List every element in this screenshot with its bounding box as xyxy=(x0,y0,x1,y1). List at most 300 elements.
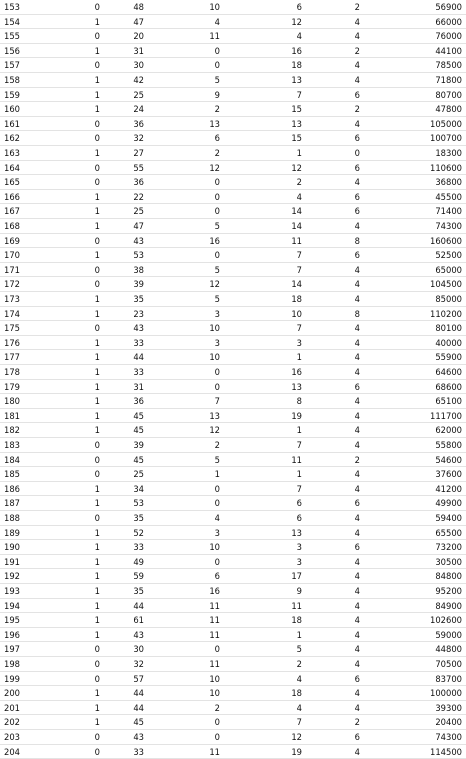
row-id-cell[interactable]: 183 xyxy=(4,440,20,450)
age-cell[interactable]: 53 xyxy=(133,498,144,509)
row-id-cell[interactable]: 186 xyxy=(4,483,20,494)
amount-cell[interactable]: 80100 xyxy=(435,323,462,334)
col-e-cell[interactable]: 3 xyxy=(296,556,302,567)
col-f-cell[interactable]: 4 xyxy=(354,410,360,421)
amount-cell[interactable]: 64600 xyxy=(435,367,462,377)
flag-cell[interactable]: 1 xyxy=(94,410,100,421)
row-id-cell[interactable]: 193 xyxy=(4,586,20,596)
col-e-cell[interactable]: 1 xyxy=(296,629,302,640)
col-e-cell[interactable]: 18 xyxy=(291,294,302,304)
age-cell[interactable]: 43 xyxy=(133,323,144,334)
flag-cell[interactable]: 1 xyxy=(94,586,100,596)
col-d-cell[interactable]: 13 xyxy=(209,118,220,129)
amount-cell[interactable]: 30500 xyxy=(435,556,462,567)
amount-cell[interactable]: 40000 xyxy=(435,337,462,348)
col-d-cell[interactable]: 10 xyxy=(209,688,220,699)
flag-cell[interactable]: 1 xyxy=(94,717,100,728)
amount-cell[interactable]: 55900 xyxy=(435,352,462,363)
col-f-cell[interactable]: 6 xyxy=(354,381,360,392)
age-cell[interactable]: 33 xyxy=(133,746,144,757)
age-cell[interactable]: 47 xyxy=(133,221,144,231)
col-e-cell[interactable]: 4 xyxy=(296,673,302,684)
col-d-cell[interactable]: 0 xyxy=(214,367,220,377)
row-id-cell[interactable]: 201 xyxy=(4,702,20,713)
col-f-cell[interactable]: 4 xyxy=(354,659,360,669)
col-f-cell[interactable]: 4 xyxy=(354,31,360,42)
col-e-cell[interactable]: 18 xyxy=(291,615,302,626)
flag-cell[interactable]: 1 xyxy=(94,352,100,363)
amount-cell[interactable]: 74300 xyxy=(435,732,462,742)
age-cell[interactable]: 49 xyxy=(133,556,144,567)
age-cell[interactable]: 43 xyxy=(133,235,144,246)
col-e-cell[interactable]: 3 xyxy=(296,542,302,553)
amount-cell[interactable]: 160600 xyxy=(430,235,462,246)
flag-cell[interactable]: 1 xyxy=(94,629,100,640)
row-id-cell[interactable]: 188 xyxy=(4,513,20,523)
col-d-cell[interactable]: 11 xyxy=(209,615,220,626)
col-d-cell[interactable]: 4 xyxy=(214,16,220,27)
flag-cell[interactable]: 1 xyxy=(94,615,100,626)
age-cell[interactable]: 31 xyxy=(133,381,144,392)
row-id-cell[interactable]: 180 xyxy=(4,396,20,407)
age-cell[interactable]: 39 xyxy=(133,440,144,450)
col-d-cell[interactable]: 1 xyxy=(214,469,220,480)
flag-cell[interactable]: 1 xyxy=(94,294,100,304)
col-f-cell[interactable]: 4 xyxy=(354,513,360,523)
amount-cell[interactable]: 114500 xyxy=(430,746,462,757)
amount-cell[interactable]: 95200 xyxy=(435,586,462,596)
amount-cell[interactable]: 105000 xyxy=(430,118,462,129)
age-cell[interactable]: 24 xyxy=(133,104,144,115)
amount-cell[interactable]: 104500 xyxy=(430,279,462,290)
age-cell[interactable]: 32 xyxy=(133,659,144,669)
col-f-cell[interactable]: 4 xyxy=(354,177,360,188)
col-f-cell[interactable]: 4 xyxy=(354,629,360,640)
col-d-cell[interactable]: 12 xyxy=(209,162,220,173)
flag-cell[interactable]: 1 xyxy=(94,89,100,100)
col-f-cell[interactable]: 4 xyxy=(354,746,360,757)
row-id-cell[interactable]: 165 xyxy=(4,177,20,188)
col-d-cell[interactable]: 3 xyxy=(214,337,220,348)
amount-cell[interactable]: 83700 xyxy=(435,673,462,684)
col-e-cell[interactable]: 1 xyxy=(296,469,302,480)
flag-cell[interactable]: 0 xyxy=(94,60,100,71)
flag-cell[interactable]: 0 xyxy=(94,235,100,246)
age-cell[interactable]: 20 xyxy=(133,31,144,42)
col-f-cell[interactable]: 6 xyxy=(354,250,360,261)
flag-cell[interactable]: 1 xyxy=(94,702,100,713)
age-cell[interactable]: 44 xyxy=(133,352,144,363)
flag-cell[interactable]: 1 xyxy=(94,542,100,553)
age-cell[interactable]: 45 xyxy=(133,454,144,465)
flag-cell[interactable]: 1 xyxy=(94,367,100,377)
flag-cell[interactable]: 0 xyxy=(94,513,100,523)
amount-cell[interactable]: 73200 xyxy=(435,542,462,553)
row-id-cell[interactable]: 168 xyxy=(4,221,20,231)
row-id-cell[interactable]: 154 xyxy=(4,16,20,27)
flag-cell[interactable]: 0 xyxy=(94,133,100,144)
amount-cell[interactable]: 65000 xyxy=(435,264,462,275)
amount-cell[interactable]: 102600 xyxy=(430,615,462,626)
col-e-cell[interactable]: 15 xyxy=(291,133,302,144)
col-d-cell[interactable]: 0 xyxy=(214,483,220,494)
flag-cell[interactable]: 0 xyxy=(94,177,100,188)
col-d-cell[interactable]: 11 xyxy=(209,31,220,42)
row-id-cell[interactable]: 178 xyxy=(4,367,20,377)
col-f-cell[interactable]: 6 xyxy=(354,162,360,173)
col-e-cell[interactable]: 8 xyxy=(296,396,302,407)
col-d-cell[interactable]: 5 xyxy=(214,75,220,85)
flag-cell[interactable]: 0 xyxy=(94,118,100,129)
row-id-cell[interactable]: 169 xyxy=(4,235,20,246)
col-e-cell[interactable]: 17 xyxy=(291,571,302,582)
age-cell[interactable]: 27 xyxy=(133,148,144,158)
col-d-cell[interactable]: 0 xyxy=(214,191,220,202)
col-e-cell[interactable]: 6 xyxy=(296,2,302,12)
amount-cell[interactable]: 71400 xyxy=(435,206,462,217)
flag-cell[interactable]: 0 xyxy=(94,454,100,465)
row-id-cell[interactable]: 204 xyxy=(4,746,20,757)
col-f-cell[interactable]: 8 xyxy=(354,308,360,319)
col-f-cell[interactable]: 4 xyxy=(354,483,360,494)
col-d-cell[interactable]: 2 xyxy=(214,148,220,158)
flag-cell[interactable]: 1 xyxy=(94,75,100,85)
row-id-cell[interactable]: 161 xyxy=(4,118,20,129)
col-e-cell[interactable]: 1 xyxy=(296,425,302,436)
row-id-cell[interactable]: 194 xyxy=(4,600,20,611)
flag-cell[interactable]: 0 xyxy=(94,746,100,757)
row-id-cell[interactable]: 171 xyxy=(4,264,20,275)
age-cell[interactable]: 52 xyxy=(133,527,144,538)
flag-cell[interactable]: 1 xyxy=(94,308,100,319)
col-d-cell[interactable]: 3 xyxy=(214,308,220,319)
flag-cell[interactable]: 1 xyxy=(94,16,100,27)
row-id-cell[interactable]: 184 xyxy=(4,454,20,465)
col-e-cell[interactable]: 6 xyxy=(296,498,302,509)
col-d-cell[interactable]: 0 xyxy=(214,381,220,392)
age-cell[interactable]: 42 xyxy=(133,75,144,85)
col-f-cell[interactable]: 2 xyxy=(354,2,360,12)
col-e-cell[interactable]: 7 xyxy=(296,89,302,100)
col-e-cell[interactable]: 16 xyxy=(291,367,302,377)
col-d-cell[interactable]: 7 xyxy=(214,396,220,407)
amount-cell[interactable]: 37600 xyxy=(435,469,462,480)
row-id-cell[interactable]: 179 xyxy=(4,381,20,392)
amount-cell[interactable]: 110200 xyxy=(430,308,462,319)
col-e-cell[interactable]: 7 xyxy=(296,440,302,450)
flag-cell[interactable]: 1 xyxy=(94,498,100,509)
col-e-cell[interactable]: 18 xyxy=(291,60,302,71)
row-id-cell[interactable]: 182 xyxy=(4,425,20,436)
age-cell[interactable]: 44 xyxy=(133,688,144,699)
col-f-cell[interactable]: 4 xyxy=(354,586,360,596)
row-id-cell[interactable]: 164 xyxy=(4,162,20,173)
row-id-cell[interactable]: 160 xyxy=(4,104,20,115)
amount-cell[interactable]: 55800 xyxy=(435,440,462,450)
amount-cell[interactable]: 62000 xyxy=(435,425,462,436)
col-f-cell[interactable]: 4 xyxy=(354,75,360,85)
age-cell[interactable]: 43 xyxy=(133,732,144,742)
col-e-cell[interactable]: 11 xyxy=(291,235,302,246)
col-d-cell[interactable]: 0 xyxy=(214,732,220,742)
col-e-cell[interactable]: 3 xyxy=(296,337,302,348)
col-e-cell[interactable]: 15 xyxy=(291,104,302,115)
amount-cell[interactable]: 44100 xyxy=(435,45,462,56)
col-d-cell[interactable]: 10 xyxy=(209,542,220,553)
col-f-cell[interactable]: 2 xyxy=(354,454,360,465)
amount-cell[interactable]: 52500 xyxy=(435,250,462,261)
col-e-cell[interactable]: 19 xyxy=(291,410,302,421)
col-f-cell[interactable]: 4 xyxy=(354,118,360,129)
col-d-cell[interactable]: 10 xyxy=(209,323,220,334)
amount-cell[interactable]: 70500 xyxy=(435,659,462,669)
col-e-cell[interactable]: 1 xyxy=(296,148,302,158)
col-f-cell[interactable]: 4 xyxy=(354,688,360,699)
col-e-cell[interactable]: 14 xyxy=(291,221,302,231)
row-id-cell[interactable]: 153 xyxy=(4,2,20,12)
row-id-cell[interactable]: 203 xyxy=(4,732,20,742)
row-id-cell[interactable]: 177 xyxy=(4,352,20,363)
row-id-cell[interactable]: 159 xyxy=(4,89,20,100)
row-id-cell[interactable]: 198 xyxy=(4,659,20,669)
col-e-cell[interactable]: 9 xyxy=(296,586,302,596)
amount-cell[interactable]: 110600 xyxy=(430,162,462,173)
amount-cell[interactable]: 59000 xyxy=(435,629,462,640)
col-d-cell[interactable]: 5 xyxy=(214,221,220,231)
col-f-cell[interactable]: 4 xyxy=(354,352,360,363)
col-e-cell[interactable]: 7 xyxy=(296,264,302,275)
row-id-cell[interactable]: 192 xyxy=(4,571,20,582)
col-d-cell[interactable]: 12 xyxy=(209,279,220,290)
flag-cell[interactable]: 1 xyxy=(94,600,100,611)
col-f-cell[interactable]: 4 xyxy=(354,396,360,407)
flag-cell[interactable]: 1 xyxy=(94,148,100,158)
amount-cell[interactable]: 59400 xyxy=(435,513,462,523)
flag-cell[interactable]: 0 xyxy=(94,469,100,480)
col-f-cell[interactable]: 6 xyxy=(354,206,360,217)
col-f-cell[interactable]: 6 xyxy=(354,732,360,742)
col-d-cell[interactable]: 10 xyxy=(209,352,220,363)
flag-cell[interactable]: 1 xyxy=(94,688,100,699)
flag-cell[interactable]: 1 xyxy=(94,396,100,407)
col-e-cell[interactable]: 12 xyxy=(291,16,302,27)
amount-cell[interactable]: 47800 xyxy=(435,104,462,115)
col-e-cell[interactable]: 12 xyxy=(291,162,302,173)
amount-cell[interactable]: 45500 xyxy=(435,191,462,202)
flag-cell[interactable]: 0 xyxy=(94,323,100,334)
age-cell[interactable]: 33 xyxy=(133,542,144,553)
col-d-cell[interactable]: 10 xyxy=(209,2,220,12)
amount-cell[interactable]: 44800 xyxy=(435,644,462,655)
col-e-cell[interactable]: 10 xyxy=(291,308,302,319)
age-cell[interactable]: 35 xyxy=(133,586,144,596)
col-e-cell[interactable]: 13 xyxy=(291,75,302,85)
col-f-cell[interactable]: 4 xyxy=(354,323,360,334)
age-cell[interactable]: 45 xyxy=(133,425,144,436)
age-cell[interactable]: 33 xyxy=(133,337,144,348)
row-id-cell[interactable]: 163 xyxy=(4,148,20,158)
col-f-cell[interactable]: 4 xyxy=(354,16,360,27)
row-id-cell[interactable]: 196 xyxy=(4,629,20,640)
amount-cell[interactable]: 49900 xyxy=(435,498,462,509)
col-d-cell[interactable]: 12 xyxy=(209,425,220,436)
col-f-cell[interactable]: 4 xyxy=(354,556,360,567)
col-e-cell[interactable]: 7 xyxy=(296,323,302,334)
col-e-cell[interactable]: 2 xyxy=(296,659,302,669)
amount-cell[interactable]: 85000 xyxy=(435,294,462,304)
row-id-cell[interactable]: 170 xyxy=(4,250,20,261)
col-e-cell[interactable]: 7 xyxy=(296,483,302,494)
col-f-cell[interactable]: 4 xyxy=(354,264,360,275)
col-d-cell[interactable]: 11 xyxy=(209,659,220,669)
col-d-cell[interactable]: 6 xyxy=(214,571,220,582)
row-id-cell[interactable]: 175 xyxy=(4,323,20,334)
amount-cell[interactable]: 65500 xyxy=(435,527,462,538)
row-id-cell[interactable]: 162 xyxy=(4,133,20,144)
age-cell[interactable]: 59 xyxy=(133,571,144,582)
row-id-cell[interactable]: 166 xyxy=(4,191,20,202)
row-id-cell[interactable]: 172 xyxy=(4,279,20,290)
col-e-cell[interactable]: 11 xyxy=(291,454,302,465)
row-id-cell[interactable]: 173 xyxy=(4,294,20,304)
amount-cell[interactable]: 20400 xyxy=(435,717,462,728)
col-d-cell[interactable]: 0 xyxy=(214,498,220,509)
col-e-cell[interactable]: 4 xyxy=(296,191,302,202)
col-f-cell[interactable]: 4 xyxy=(354,702,360,713)
flag-cell[interactable]: 0 xyxy=(94,644,100,655)
col-d-cell[interactable]: 13 xyxy=(209,410,220,421)
age-cell[interactable]: 47 xyxy=(133,16,144,27)
row-id-cell[interactable]: 157 xyxy=(4,60,20,71)
col-e-cell[interactable]: 7 xyxy=(296,717,302,728)
col-f-cell[interactable]: 4 xyxy=(354,425,360,436)
col-e-cell[interactable]: 19 xyxy=(291,746,302,757)
row-id-cell[interactable]: 202 xyxy=(4,717,20,728)
flag-cell[interactable]: 1 xyxy=(94,250,100,261)
col-d-cell[interactable]: 0 xyxy=(214,177,220,188)
age-cell[interactable]: 31 xyxy=(133,45,144,56)
col-f-cell[interactable]: 2 xyxy=(354,45,360,56)
col-e-cell[interactable]: 4 xyxy=(296,702,302,713)
amount-cell[interactable]: 41200 xyxy=(435,483,462,494)
amount-cell[interactable]: 76000 xyxy=(435,31,462,42)
col-e-cell[interactable]: 7 xyxy=(296,250,302,261)
amount-cell[interactable]: 100700 xyxy=(430,133,462,144)
age-cell[interactable]: 36 xyxy=(133,118,144,129)
amount-cell[interactable]: 36800 xyxy=(435,177,462,188)
amount-cell[interactable]: 84800 xyxy=(435,571,462,582)
age-cell[interactable]: 23 xyxy=(133,308,144,319)
col-d-cell[interactable]: 10 xyxy=(209,673,220,684)
col-f-cell[interactable]: 4 xyxy=(354,440,360,450)
flag-cell[interactable]: 1 xyxy=(94,425,100,436)
age-cell[interactable]: 25 xyxy=(133,469,144,480)
col-f-cell[interactable]: 0 xyxy=(354,148,360,158)
col-e-cell[interactable]: 13 xyxy=(291,118,302,129)
amount-cell[interactable]: 80700 xyxy=(435,89,462,100)
col-f-cell[interactable]: 6 xyxy=(354,498,360,509)
row-id-cell[interactable]: 181 xyxy=(4,410,20,421)
flag-cell[interactable]: 1 xyxy=(94,221,100,231)
flag-cell[interactable]: 0 xyxy=(94,162,100,173)
age-cell[interactable]: 53 xyxy=(133,250,144,261)
age-cell[interactable]: 36 xyxy=(133,177,144,188)
age-cell[interactable]: 25 xyxy=(133,206,144,217)
flag-cell[interactable]: 0 xyxy=(94,279,100,290)
amount-cell[interactable]: 66000 xyxy=(435,16,462,27)
col-f-cell[interactable]: 2 xyxy=(354,717,360,728)
row-id-cell[interactable]: 189 xyxy=(4,527,20,538)
age-cell[interactable]: 44 xyxy=(133,702,144,713)
col-d-cell[interactable]: 16 xyxy=(209,235,220,246)
age-cell[interactable]: 33 xyxy=(133,367,144,377)
flag-cell[interactable]: 0 xyxy=(94,673,100,684)
row-id-cell[interactable]: 200 xyxy=(4,688,20,699)
col-f-cell[interactable]: 6 xyxy=(354,191,360,202)
age-cell[interactable]: 30 xyxy=(133,644,144,655)
age-cell[interactable]: 57 xyxy=(133,673,144,684)
col-d-cell[interactable]: 0 xyxy=(214,717,220,728)
col-d-cell[interactable]: 6 xyxy=(214,133,220,144)
row-id-cell[interactable]: 190 xyxy=(4,542,20,553)
age-cell[interactable]: 43 xyxy=(133,629,144,640)
col-e-cell[interactable]: 13 xyxy=(291,527,302,538)
col-f-cell[interactable]: 6 xyxy=(354,673,360,684)
col-d-cell[interactable]: 11 xyxy=(209,600,220,611)
flag-cell[interactable]: 1 xyxy=(94,45,100,56)
flag-cell[interactable]: 0 xyxy=(94,440,100,450)
row-id-cell[interactable]: 156 xyxy=(4,45,20,56)
col-e-cell[interactable]: 5 xyxy=(296,644,302,655)
row-id-cell[interactable]: 158 xyxy=(4,75,20,85)
flag-cell[interactable]: 1 xyxy=(94,556,100,567)
flag-cell[interactable]: 1 xyxy=(94,337,100,348)
col-f-cell[interactable]: 6 xyxy=(354,89,360,100)
flag-cell[interactable]: 1 xyxy=(94,206,100,217)
col-d-cell[interactable]: 0 xyxy=(214,556,220,567)
col-d-cell[interactable]: 9 xyxy=(214,89,220,100)
flag-cell[interactable]: 0 xyxy=(94,2,100,12)
amount-cell[interactable]: 68600 xyxy=(435,381,462,392)
col-f-cell[interactable]: 6 xyxy=(354,542,360,553)
flag-cell[interactable]: 0 xyxy=(94,659,100,669)
col-e-cell[interactable]: 13 xyxy=(291,381,302,392)
age-cell[interactable]: 61 xyxy=(133,615,144,626)
age-cell[interactable]: 32 xyxy=(133,133,144,144)
col-d-cell[interactable]: 2 xyxy=(214,702,220,713)
col-d-cell[interactable]: 0 xyxy=(214,250,220,261)
flag-cell[interactable]: 1 xyxy=(94,527,100,538)
row-id-cell[interactable]: 187 xyxy=(4,498,20,509)
col-e-cell[interactable]: 4 xyxy=(296,31,302,42)
col-f-cell[interactable]: 4 xyxy=(354,615,360,626)
col-e-cell[interactable]: 14 xyxy=(291,206,302,217)
amount-cell[interactable]: 39300 xyxy=(435,702,462,713)
flag-cell[interactable]: 1 xyxy=(94,104,100,115)
flag-cell[interactable]: 1 xyxy=(94,483,100,494)
flag-cell[interactable]: 0 xyxy=(94,732,100,742)
col-f-cell[interactable]: 2 xyxy=(354,104,360,115)
amount-cell[interactable]: 71800 xyxy=(435,75,462,85)
amount-cell[interactable]: 54600 xyxy=(435,454,462,465)
col-d-cell[interactable]: 0 xyxy=(214,45,220,56)
age-cell[interactable]: 38 xyxy=(133,264,144,275)
col-f-cell[interactable]: 4 xyxy=(354,600,360,611)
amount-cell[interactable]: 74300 xyxy=(435,221,462,231)
col-d-cell[interactable]: 16 xyxy=(209,586,220,596)
col-f-cell[interactable]: 4 xyxy=(354,279,360,290)
flag-cell[interactable]: 1 xyxy=(94,571,100,582)
